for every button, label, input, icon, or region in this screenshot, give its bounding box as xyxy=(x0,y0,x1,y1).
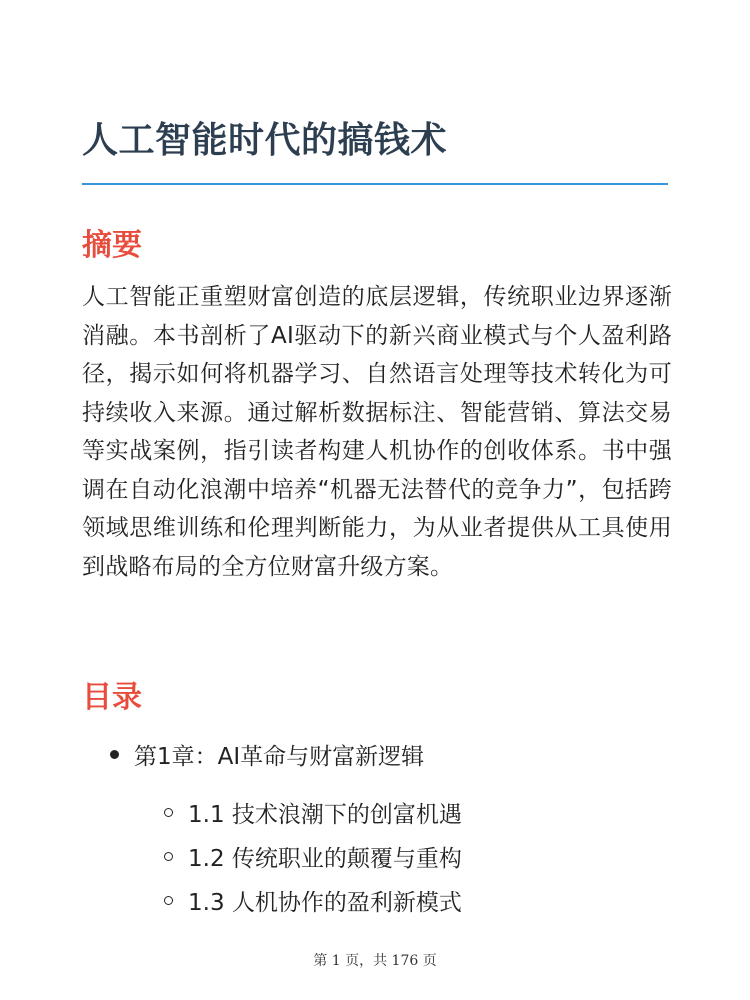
toc-section-1-3: 1.3 人机协作的盈利新模式 xyxy=(188,890,462,916)
toc-heading: 目录 xyxy=(82,680,142,715)
document-title: 人工智能时代的搞钱术 xyxy=(82,120,448,161)
page-number-footer: 第 1 页，共 176 页 xyxy=(313,953,437,969)
bullet-dot-icon xyxy=(110,750,119,759)
hollow-circle-bullet-icon xyxy=(164,896,173,905)
toc-section-1-1: 1.1 技术浪潮下的创富机遇 xyxy=(188,802,462,828)
title-divider xyxy=(82,183,668,185)
hollow-circle-bullet-icon xyxy=(164,852,173,861)
toc-section-1-2: 1.2 传统职业的颠覆与重构 xyxy=(188,846,462,872)
hollow-circle-bullet-icon xyxy=(164,808,173,817)
abstract-text: 人工智能正重塑财富创造的底层逻辑，传统职业边界逐渐消融。本书剖析了AI驱动下的新兴商业模式与个人盈利路径，揭示如何将机器学习、自然语言处理等技术转化为可持续收入来源。通过解析数据标注、智能营销、算法交易等实战案例，指引读者构建人机协作的创收体系。书中强调在自动化浪潮中培养“机器无法替代的竞争力”，包括跨领域思维训练和伦理判断能力，为从业者提供从工具使用到战略布局的全方位财富升级方案。 xyxy=(82,284,672,580)
abstract-heading: 摘要 xyxy=(82,228,142,263)
toc-chapter-1: 第1章：AI革命与财富新逻辑 xyxy=(134,744,425,770)
